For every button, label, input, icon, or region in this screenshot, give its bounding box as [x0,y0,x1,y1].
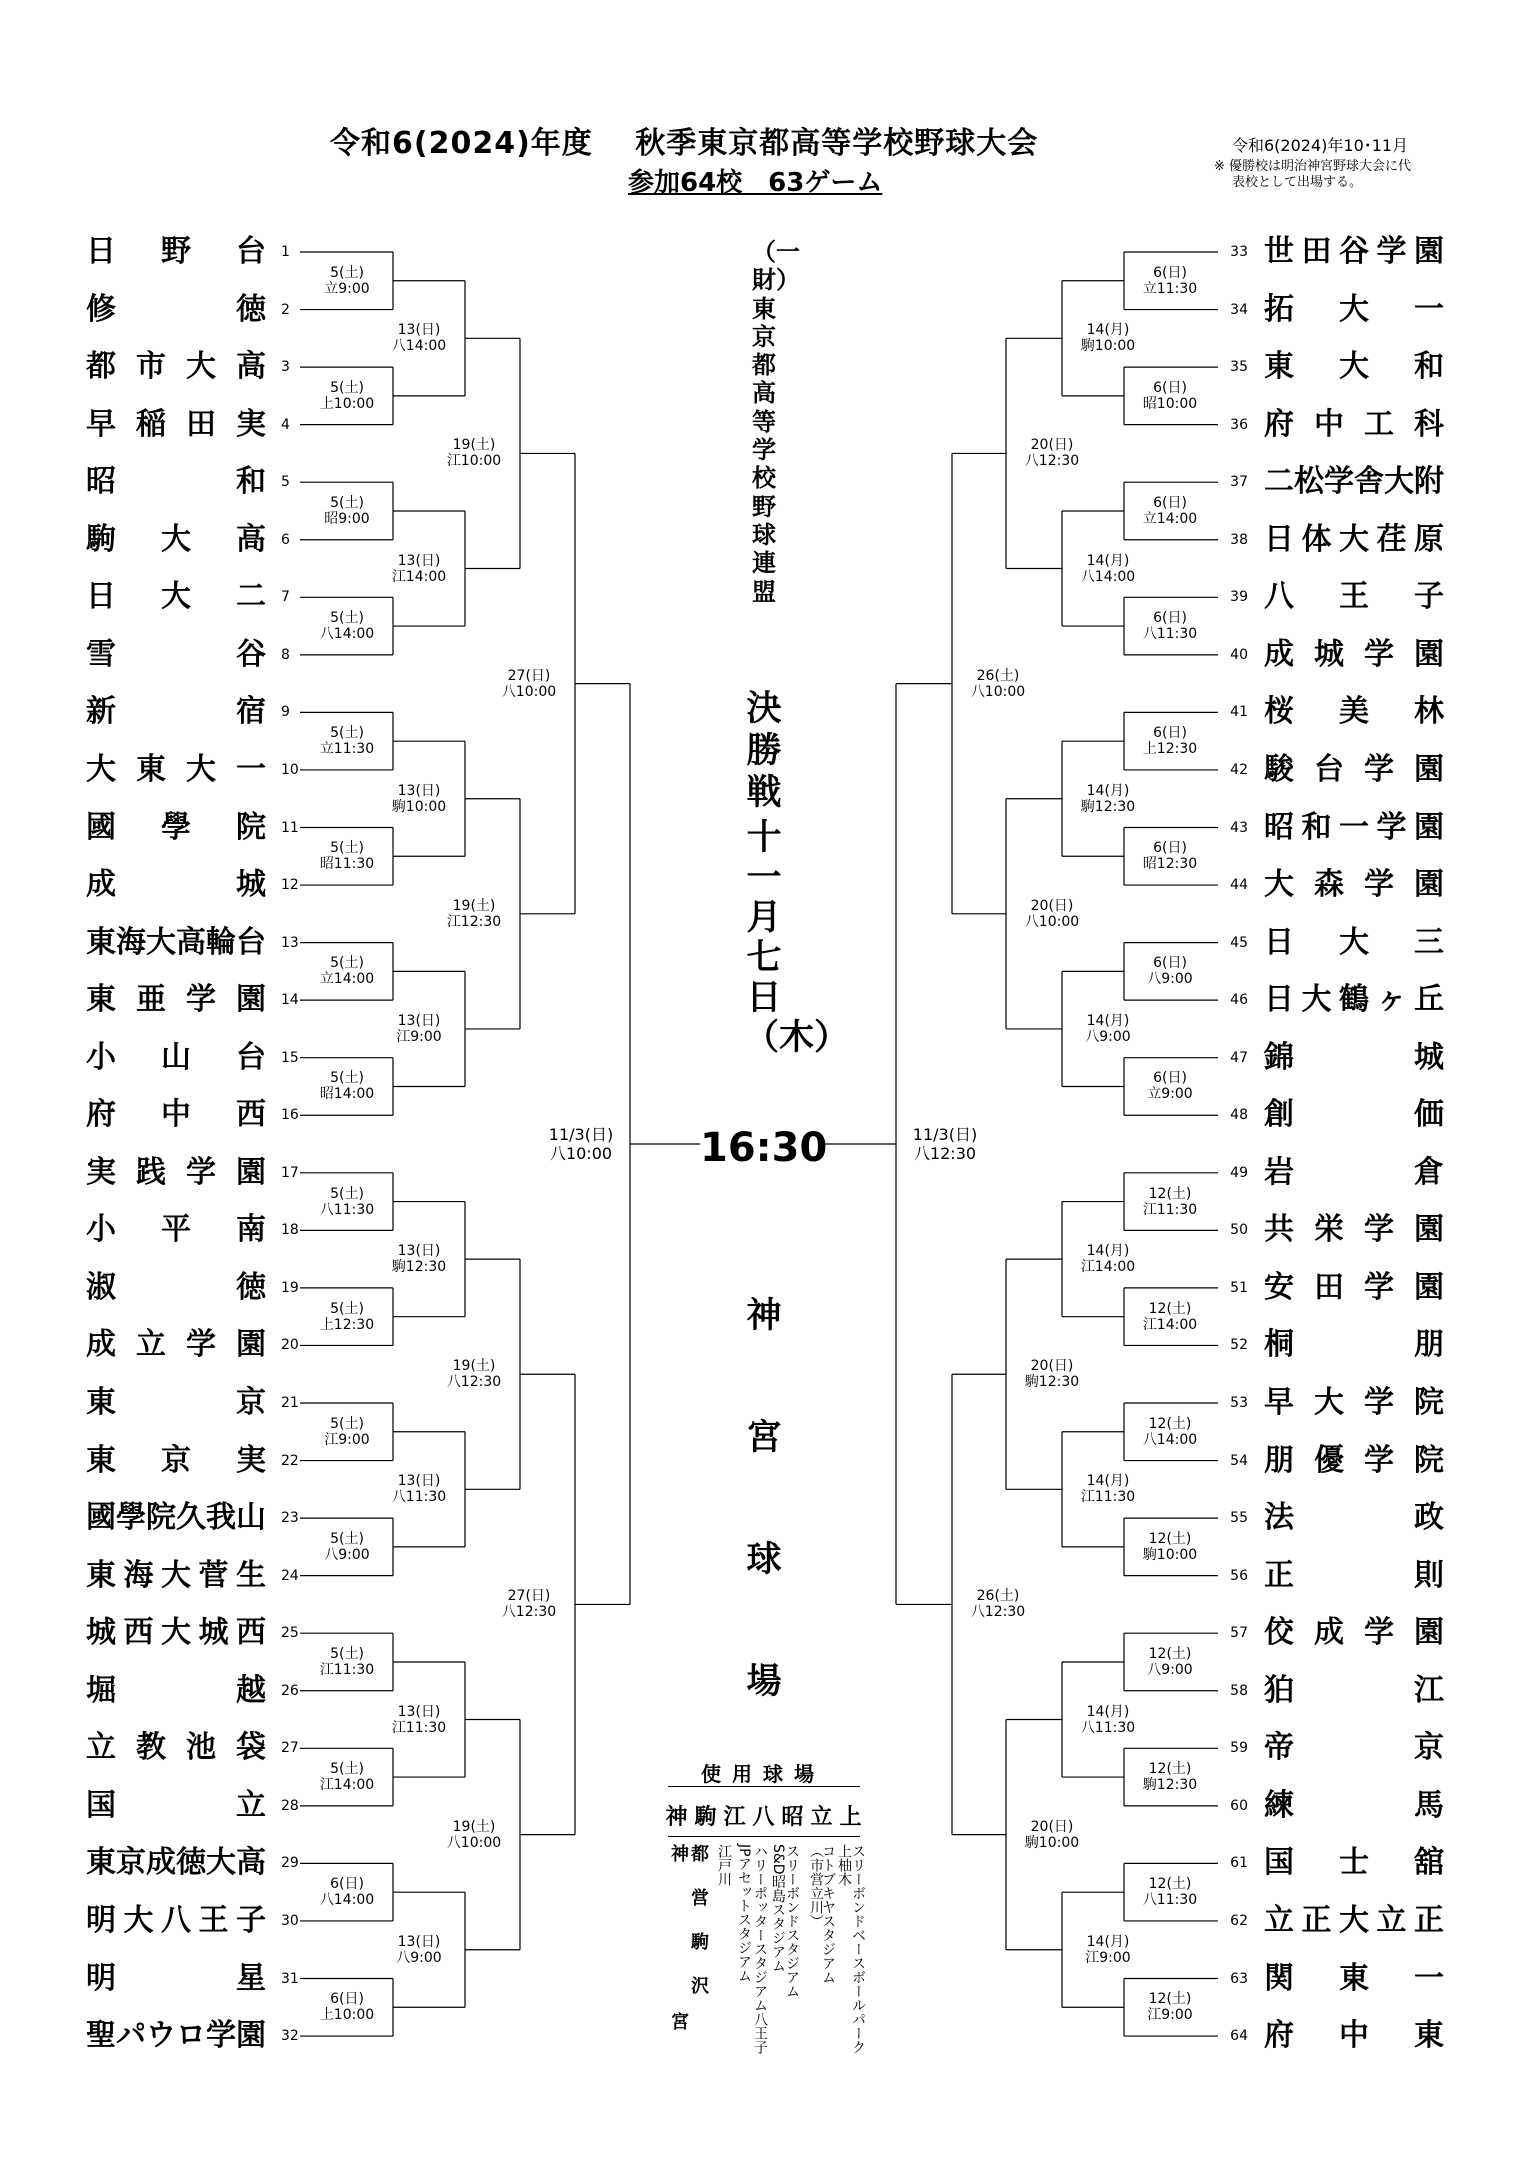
team-name: 府 中 西 [86,1097,266,1133]
team-name: 修 徳 [86,291,266,327]
team-number: 58 [1230,1682,1248,1699]
team-name: 東 京 成 徳 大 高 [86,1845,266,1881]
team-name: 東 京 [86,1385,266,1420]
game-label-r3: 20(日) 駒12:30 [1024,1358,1080,1391]
game-label-r4: 26(土) 八12:30 [970,1588,1026,1621]
team-name: 大 森 学 園 [1264,867,1444,903]
final-time: 16:30 [700,1125,828,1171]
game-label-r1: 5(土) 八9:00 [324,1530,370,1563]
team-number: 35 [1230,359,1248,376]
team-number: 48 [1230,1107,1248,1124]
team-name: 國 學 院 久 我 山 [86,1500,266,1536]
team-name: 小 平 南 [86,1212,266,1248]
team-name: 法 政 [1264,1500,1444,1536]
team-number: 57 [1230,1625,1248,1642]
game-label-r1: 5(土) 立9:00 [324,264,370,297]
team-name: 立 正 大 立 正 [1264,1902,1444,1938]
legend-divider [668,1836,860,1837]
venue-legend-title: 使用球場 [701,1762,825,1786]
team-number: 30 [281,1912,299,1929]
team-name: 共 栄 学 園 [1264,1212,1444,1248]
team-number: 38 [1230,531,1248,548]
team-number: 62 [1230,1912,1248,1929]
team-number: 51 [1230,1279,1248,1296]
team-name: 関 東 一 [1264,1960,1444,1996]
team-name: 府 中 工 科 [1264,406,1444,442]
final-venue-char: 球 [746,1540,782,1580]
team-number: 6 [281,531,290,548]
team-name: 都 市 大 高 [86,349,266,385]
legend-divider [668,1786,860,1787]
final-date: 十一月七日（木） [744,818,850,1058]
team-name: 世 田 谷 学 園 [1264,234,1444,269]
game-label-r2: 13(日) 駒12:30 [391,1243,447,1276]
game-label-r1: 12(土) 江9:00 [1147,1991,1193,2024]
team-number: 55 [1230,1510,1248,1527]
champion-note-line-1: ※ 優勝校は明治神宮野球大会に代 [1214,159,1412,174]
team-number: 40 [1230,646,1248,663]
team-name: 東 亜 学 園 [86,982,266,1018]
team-name: 拓 大 一 [1264,291,1444,327]
team-name: 明 星 [86,1960,266,1996]
final-label: 決勝戦 [746,689,782,813]
team-number: 42 [1230,761,1248,778]
game-label-r1: 5(土) 江14:00 [319,1761,375,1794]
team-name: 東 京 実 [86,1442,266,1478]
team-number: 32 [281,2028,299,2045]
team-name: 桐 朋 [1264,1327,1444,1363]
venue-legend-entry: S&D昭島スタジアム [770,1844,786,1973]
team-name: 国 士 舘 [1264,1845,1444,1881]
game-label-r2: 14(月) 江9:00 [1085,1933,1131,1966]
team-number: 12 [281,877,299,894]
team-number: 44 [1230,877,1248,894]
game-label-r2: 13(日) 八11:30 [391,1473,447,1506]
team-number: 54 [1230,1452,1248,1469]
team-name: 創 価 [1264,1097,1444,1133]
venue-legend-entry: スリーボンドスタジアム [784,1844,800,1998]
team-name: 正 則 [1264,1557,1444,1593]
team-number: 23 [281,1510,299,1527]
team-number: 3 [281,359,290,376]
team-name: 岩 倉 [1264,1154,1444,1190]
team-name: 淑 徳 [86,1269,266,1305]
team-number: 10 [281,761,299,778]
venue-legend-entry: ハリーポッタースタジアム八王子 [752,1844,768,2054]
final-venue-char: 宮 [746,1418,782,1458]
game-label-r1: 12(土) 駒10:00 [1142,1530,1198,1563]
game-label-r1: 5(土) 立11:30 [319,725,375,758]
team-number: 33 [1230,244,1248,260]
team-name: 日 野 台 [86,234,266,269]
team-name: 大 東 大 一 [86,751,266,787]
team-number: 15 [281,1049,299,1066]
venue-legend-entry: 都営駒沢 [688,1844,709,2020]
final-venue-char: 神 [746,1296,782,1336]
game-label-r1: 12(土) 八14:00 [1142,1415,1198,1448]
game-label-r1: 12(土) 江11:30 [1142,1185,1198,1218]
game-label-r1: 6(日) 八14:00 [319,1876,375,1909]
game-label-r1: 12(土) 駒12:30 [1142,1761,1198,1794]
team-number: 45 [1230,934,1248,951]
game-label-r2: 14(月) 江14:00 [1080,1243,1136,1276]
venue-legend-entry: （市営立川） [808,1844,824,1928]
game-label-r1: 5(土) 八14:00 [319,610,375,643]
game-label-r1: 12(土) 江14:00 [1142,1300,1198,1333]
team-name: 明 大 八 王 子 [86,1902,266,1938]
team-number: 60 [1230,1797,1248,1814]
team-name: 桜 美 林 [1264,694,1444,730]
team-name: 日 大 三 [1264,924,1444,960]
game-label-r2: 14(月) 八11:30 [1080,1703,1136,1736]
game-label-r3: 20(日) 八12:30 [1024,437,1080,470]
team-name: 成 城 学 園 [1264,636,1444,672]
game-label-r1: 6(日) 八9:00 [1147,955,1193,988]
game-label-r3: 19(土) 江12:30 [446,897,502,930]
game-label-r1: 5(土) 昭14:00 [319,1070,375,1103]
game-label-r2: 13(日) 江9:00 [396,1012,442,1045]
game-label-r1: 6(日) 八11:30 [1142,610,1198,643]
team-name: 立 教 池 袋 [86,1730,266,1766]
team-name: 安 田 学 園 [1264,1269,1444,1305]
team-number: 34 [1230,301,1248,318]
team-number: 53 [1230,1395,1248,1411]
team-name: 帝 京 [1264,1730,1444,1766]
team-number: 8 [281,646,290,663]
team-name: 東 大 和 [1264,349,1444,385]
team-name: 実 践 学 園 [86,1154,266,1190]
team-name: 成 城 [86,867,266,903]
game-label-r1: 6(日) 立9:00 [1147,1070,1193,1103]
venue-legend-entry: 江戸川 [716,1844,732,1886]
venue-legend-entry: コトブキヤスタジアム [820,1844,836,1984]
game-label-semifinal: 11/3(日) 八10:00 [548,1125,614,1164]
team-name: 府 中 東 [1264,2018,1444,2054]
team-name: 国 立 [86,1787,266,1823]
team-number: 17 [281,1164,299,1181]
team-number: 31 [281,1970,299,1987]
team-number: 11 [281,819,299,836]
team-name: 錦 城 [1264,1039,1444,1075]
team-number: 27 [281,1740,299,1757]
game-label-r2: 14(月) 八9:00 [1085,1012,1131,1045]
game-label-r4: 27(日) 八12:30 [501,1588,557,1621]
team-number: 63 [1230,1970,1248,1987]
team-number: 4 [281,416,290,433]
team-name: 堀 越 [86,1672,266,1708]
game-label-r2: 13(日) 八14:00 [391,322,447,355]
team-number: 39 [1230,589,1248,606]
team-name: 雪 谷 [86,636,266,672]
team-number: 56 [1230,1567,1248,1584]
team-number: 14 [281,992,299,1009]
team-name: 日 大 二 [86,579,266,615]
game-label-r2: 13(日) 駒10:00 [391,782,447,815]
team-number: 22 [281,1452,299,1469]
game-label-r3: 19(土) 八12:30 [446,1358,502,1391]
team-name: 昭 和 [86,464,266,500]
game-label-r2: 14(月) 駒10:00 [1080,322,1136,355]
game-label-r4: 27(日) 八10:00 [501,667,557,700]
game-label-r3: 19(土) 江10:00 [446,437,502,470]
team-number: 9 [281,704,290,721]
team-name: 小 山 台 [86,1039,266,1075]
team-name: 成 立 学 園 [86,1327,266,1363]
date-note: 令和6(2024)年10･11月 [1232,136,1409,155]
game-label-r2: 13(日) 江14:00 [391,552,447,585]
team-number: 26 [281,1682,299,1699]
team-name: 東 海 大 菅 生 [86,1557,266,1593]
venue-abbreviations: 神駒江八昭立上 [665,1805,869,1830]
team-number: 24 [281,1567,299,1584]
team-number: 21 [281,1395,299,1411]
game-label-r2: 14(月) 江11:30 [1080,1473,1136,1506]
game-label-r1: 6(日) 昭10:00 [1142,379,1198,412]
game-label-r1: 12(土) 八11:30 [1142,1876,1198,1909]
team-number: 19 [281,1279,299,1296]
team-name: 東 海 大 高 輪 台 [86,924,266,960]
game-label-r3: 20(日) 駒10:00 [1024,1818,1080,1851]
team-number: 5 [281,474,290,491]
venue-legend-entry: スリーボンドベースボールパーク [850,1844,866,2054]
team-number: 1 [281,244,290,260]
team-number: 52 [1230,1337,1248,1354]
game-label-r1: 5(土) 八11:30 [319,1185,375,1218]
game-label-r1: 5(土) 上10:00 [319,379,375,412]
team-number: 49 [1230,1164,1248,1181]
game-label-r1: 6(日) 立14:00 [1142,494,1198,527]
team-number: 59 [1230,1740,1248,1757]
team-name: 駿 台 学 園 [1264,751,1444,787]
game-label-r1: 5(土) 上12:30 [319,1300,375,1333]
team-number: 64 [1230,2028,1248,2045]
team-number: 47 [1230,1049,1248,1066]
team-name: 早 稲 田 実 [86,406,266,442]
game-label-r1: 5(土) 江11:30 [319,1645,375,1678]
venue-legend-entry: 上柚木 [836,1844,852,1886]
team-number: 37 [1230,474,1248,491]
team-name: 二 松 学 舎 大 附 [1264,464,1444,500]
team-name: 城 西 大 城 西 [86,1615,266,1651]
team-number: 25 [281,1625,299,1642]
final-venue-char: 場 [746,1662,782,1702]
game-label-r2: 13(日) 八9:00 [396,1933,442,1966]
team-number: 50 [1230,1222,1248,1239]
team-name: 昭 和 一 学 園 [1264,809,1444,845]
game-label-semifinal: 11/3(日) 八12:30 [912,1125,978,1164]
team-number: 2 [281,301,290,318]
game-label-r1: 5(土) 昭11:30 [319,840,375,873]
team-name: 國 學 院 [86,809,266,845]
team-name: 新 宿 [86,694,266,730]
game-label-r2: 14(月) 駒12:30 [1080,782,1136,815]
game-label-r1: 5(土) 江9:00 [324,1415,370,1448]
champion-note-line-2: 表校として出場する。 [1232,175,1363,190]
team-name: 狛 江 [1264,1672,1444,1708]
game-label-r3: 19(土) 八10:00 [446,1818,502,1851]
game-label-r1: 12(土) 八9:00 [1147,1645,1193,1678]
game-label-r4: 26(土) 八10:00 [970,667,1026,700]
team-number: 16 [281,1107,299,1124]
team-number: 29 [281,1855,299,1872]
team-number: 7 [281,589,290,606]
game-label-r1: 6(日) 上10:00 [319,1991,375,2024]
team-name: 日 大 鶴 ヶ 丘 [1264,982,1444,1018]
team-number: 43 [1230,819,1248,836]
team-number: 20 [281,1337,299,1354]
game-label-r1: 6(日) 立11:30 [1142,264,1198,297]
team-name: 駒 大 高 [86,521,266,557]
game-label-r1: 6(日) 上12:30 [1142,725,1198,758]
game-label-r3: 20(日) 八10:00 [1024,897,1080,930]
team-number: 41 [1230,704,1248,721]
team-number: 46 [1230,992,1248,1009]
team-name: 聖 パ ウ ロ 学 園 [86,2018,266,2054]
game-label-r2: 13(日) 江11:30 [391,1703,447,1736]
team-name: 朋 優 学 院 [1264,1442,1444,1478]
team-name: 佼 成 学 園 [1264,1615,1444,1651]
team-number: 18 [281,1222,299,1239]
team-name: 早 大 学 院 [1264,1385,1444,1420]
game-label-r2: 14(月) 八14:00 [1080,552,1136,585]
team-number: 13 [281,934,299,951]
game-label-r1: 6(日) 昭12:30 [1142,840,1198,873]
venue-legend-entry: 神宮 [668,1844,689,2180]
team-number: 61 [1230,1855,1248,1872]
page-subtitle: 参加64校 63ゲーム [628,168,883,198]
team-number: 28 [281,1797,299,1814]
game-label-r1: 5(土) 立14:00 [319,955,375,988]
organizer-name: （一財）東京都高等学校野球連盟 [752,238,800,606]
team-number: 36 [1230,416,1248,433]
page-title: 令和6(2024)年度 秋季東京都高等学校野球大会 [330,126,1039,161]
game-label-r1: 5(土) 昭9:00 [324,494,370,527]
team-name: 八 王 子 [1264,579,1444,615]
venue-legend-entry: JPアセットスタジアム [736,1844,752,1983]
team-name: 練 馬 [1264,1787,1444,1823]
team-name: 日 体 大 荏 原 [1264,521,1444,557]
